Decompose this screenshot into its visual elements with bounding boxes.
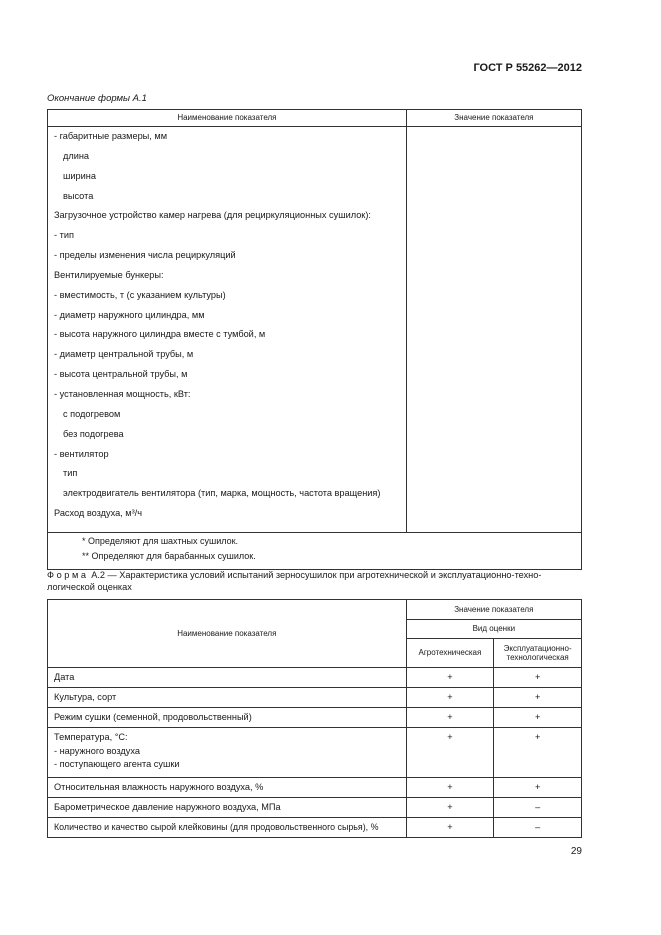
- table-row: [48, 668, 582, 688]
- form1-col-value: Значение показателя: [406, 110, 581, 127]
- form2-col-agro: Агротехническая: [406, 639, 494, 668]
- table-row: электродвигатель вентилятора (тип, марка, мощность, частота вращения): [63, 488, 381, 499]
- form2-col-kind: Вид оценки: [406, 620, 581, 639]
- table-row: ширина: [63, 170, 96, 181]
- row-expl: +: [494, 668, 582, 688]
- form2-caption-lead: Форма: [47, 570, 89, 580]
- row-sub-item: - наружного воздуха: [54, 745, 140, 756]
- table-row: [48, 778, 582, 798]
- row-name: Режим сушки (семенной, продовольственный): [48, 708, 407, 728]
- row-name: Дата: [48, 668, 407, 688]
- table-row: - установленная мощность, кВт:: [54, 388, 191, 399]
- table-row: - высота наружного цилиндра вместе с тумбой, м: [54, 329, 266, 340]
- table-row: Расход воздуха, м³/ч: [54, 508, 143, 519]
- table-row: без подогрева: [63, 428, 124, 439]
- footnote: ** Определяют для барабанных сушилок.: [82, 550, 256, 561]
- row-expl: +: [494, 778, 582, 798]
- table-row: - высота центральной трубы, м: [54, 369, 188, 380]
- table-row: - габаритные размеры, мм: [54, 131, 168, 141]
- table-row: [48, 728, 582, 778]
- row-expl: +: [494, 728, 582, 778]
- row-agro: +: [406, 728, 494, 778]
- row-agro: +: [406, 688, 494, 708]
- table-row: [48, 818, 582, 838]
- form1-col-name: Наименование показателя: [48, 110, 407, 127]
- row-name: [48, 728, 407, 778]
- page-number: 29: [570, 846, 582, 857]
- row-name-main: Температура, °С:: [54, 732, 128, 742]
- row-expl: –: [494, 798, 582, 818]
- table-row: - пределы изменения числа рециркуляций: [54, 250, 236, 261]
- row-agro: +: [406, 818, 494, 838]
- row-name: Культура, сорт: [48, 688, 407, 708]
- row-agro: +: [406, 798, 494, 818]
- row-sub-item: - поступающего агента сушки: [54, 759, 180, 770]
- form2-caption: [47, 570, 582, 594]
- table-row: [48, 798, 582, 818]
- table-row: Вентилируемые бункеры:: [54, 269, 164, 280]
- form1-values-cell: [406, 127, 581, 533]
- table-row: - вместимость, т (с указанием культуры): [54, 289, 226, 300]
- form1-caption: Окончание формы А.1: [47, 93, 147, 104]
- table-row: тип: [63, 468, 78, 479]
- row-expl: +: [494, 708, 582, 728]
- table-row: [48, 688, 582, 708]
- document-standard-id: ГОСТ Р 55262—2012: [473, 62, 582, 74]
- table-row: [48, 708, 582, 728]
- row-name: Барометрическое давление наружного воздуха, МПа: [48, 798, 407, 818]
- table-row: - диаметр наружного цилиндра, мм: [54, 309, 205, 320]
- row-agro: +: [406, 778, 494, 798]
- form1-names-cell: [48, 127, 407, 533]
- form1-footnotes: [48, 532, 582, 569]
- row-agro: +: [406, 668, 494, 688]
- form2-col-name: Наименование показателя: [48, 600, 407, 668]
- table-row: с подогревом: [63, 408, 121, 419]
- row-agro: +: [406, 708, 494, 728]
- row-expl: –: [494, 818, 582, 838]
- table-row: - тип: [54, 230, 74, 241]
- table-row: - вентилятор: [54, 448, 109, 459]
- table-row: длина: [63, 150, 90, 161]
- form2-table: [47, 599, 582, 838]
- row-name: Количество и качество сырой клейковины (для продовольственного сырья), %: [48, 818, 407, 838]
- form2-col-value: Значение показателя: [406, 600, 581, 620]
- table-row: - диаметр центральной трубы, м: [54, 349, 194, 360]
- table-row: высота: [63, 190, 94, 201]
- row-expl: +: [494, 688, 582, 708]
- table-row: Загрузочное устройство камер нагрева (для рециркуляционных сушилок):: [54, 210, 371, 221]
- form2-col-expl: Эксплуатационно-технологическая: [494, 639, 582, 668]
- row-name: Относительная влажность наружного воздуха, %: [48, 778, 407, 798]
- form1-table: [47, 109, 582, 570]
- form2-caption-text: А.2 — Характеристика условий испытаний зерносушилок при агротехнической и эксплуатационно-техно-логической оценках: [47, 570, 542, 592]
- footnote: * Определяют для шахтных сушилок.: [82, 535, 239, 546]
